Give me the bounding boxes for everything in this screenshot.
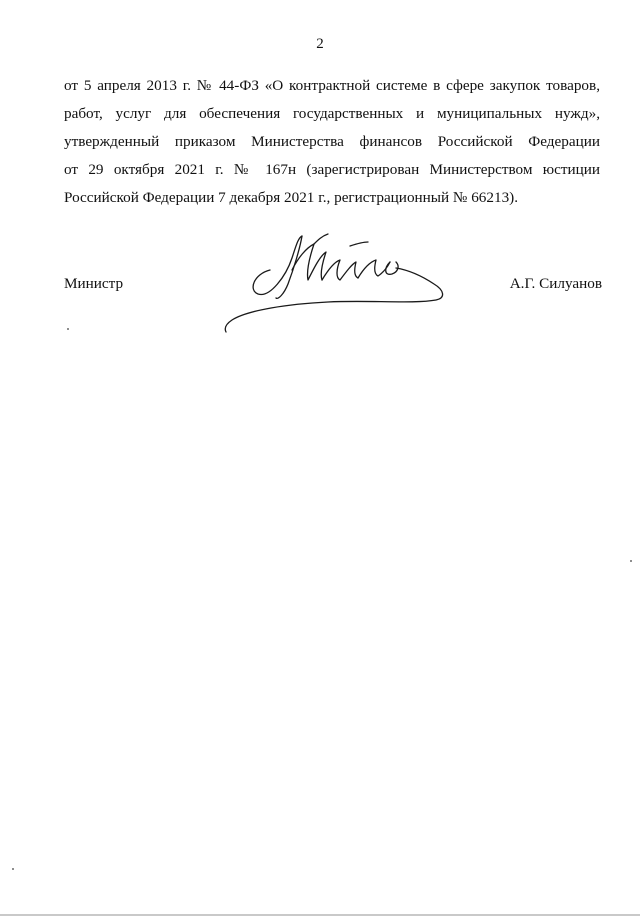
signatory-name: А.Г. Силуанов bbox=[509, 275, 602, 292]
paragraph-line: Российской Федерации 7 декабря 2021 г., регистрационный № 66213). bbox=[64, 189, 519, 206]
paragraph-line: работ, услуг для обеспечения государственных и муниципальных нужд», bbox=[64, 105, 600, 122]
scan-speck bbox=[67, 328, 69, 330]
paragraph-line: от 5 апреля 2013 г. № 44-ФЗ «О контрактной системе в сфере закупок товаров, bbox=[64, 77, 600, 94]
signature-icon bbox=[218, 228, 454, 340]
page-number: 2 bbox=[316, 36, 324, 52]
paragraph-line: утвержденный приказом Министерства финансов Российской Федерации bbox=[64, 133, 600, 150]
scan-bottom-edge bbox=[0, 914, 640, 916]
scan-speck bbox=[12, 868, 14, 870]
body-paragraph bbox=[64, 72, 600, 212]
paragraph-line: от 29 октября 2021 г. № 167н (зарегистрирован Министерством юстиции bbox=[64, 161, 600, 178]
signatory-position: Министр bbox=[64, 275, 124, 292]
scan-speck bbox=[630, 560, 632, 562]
